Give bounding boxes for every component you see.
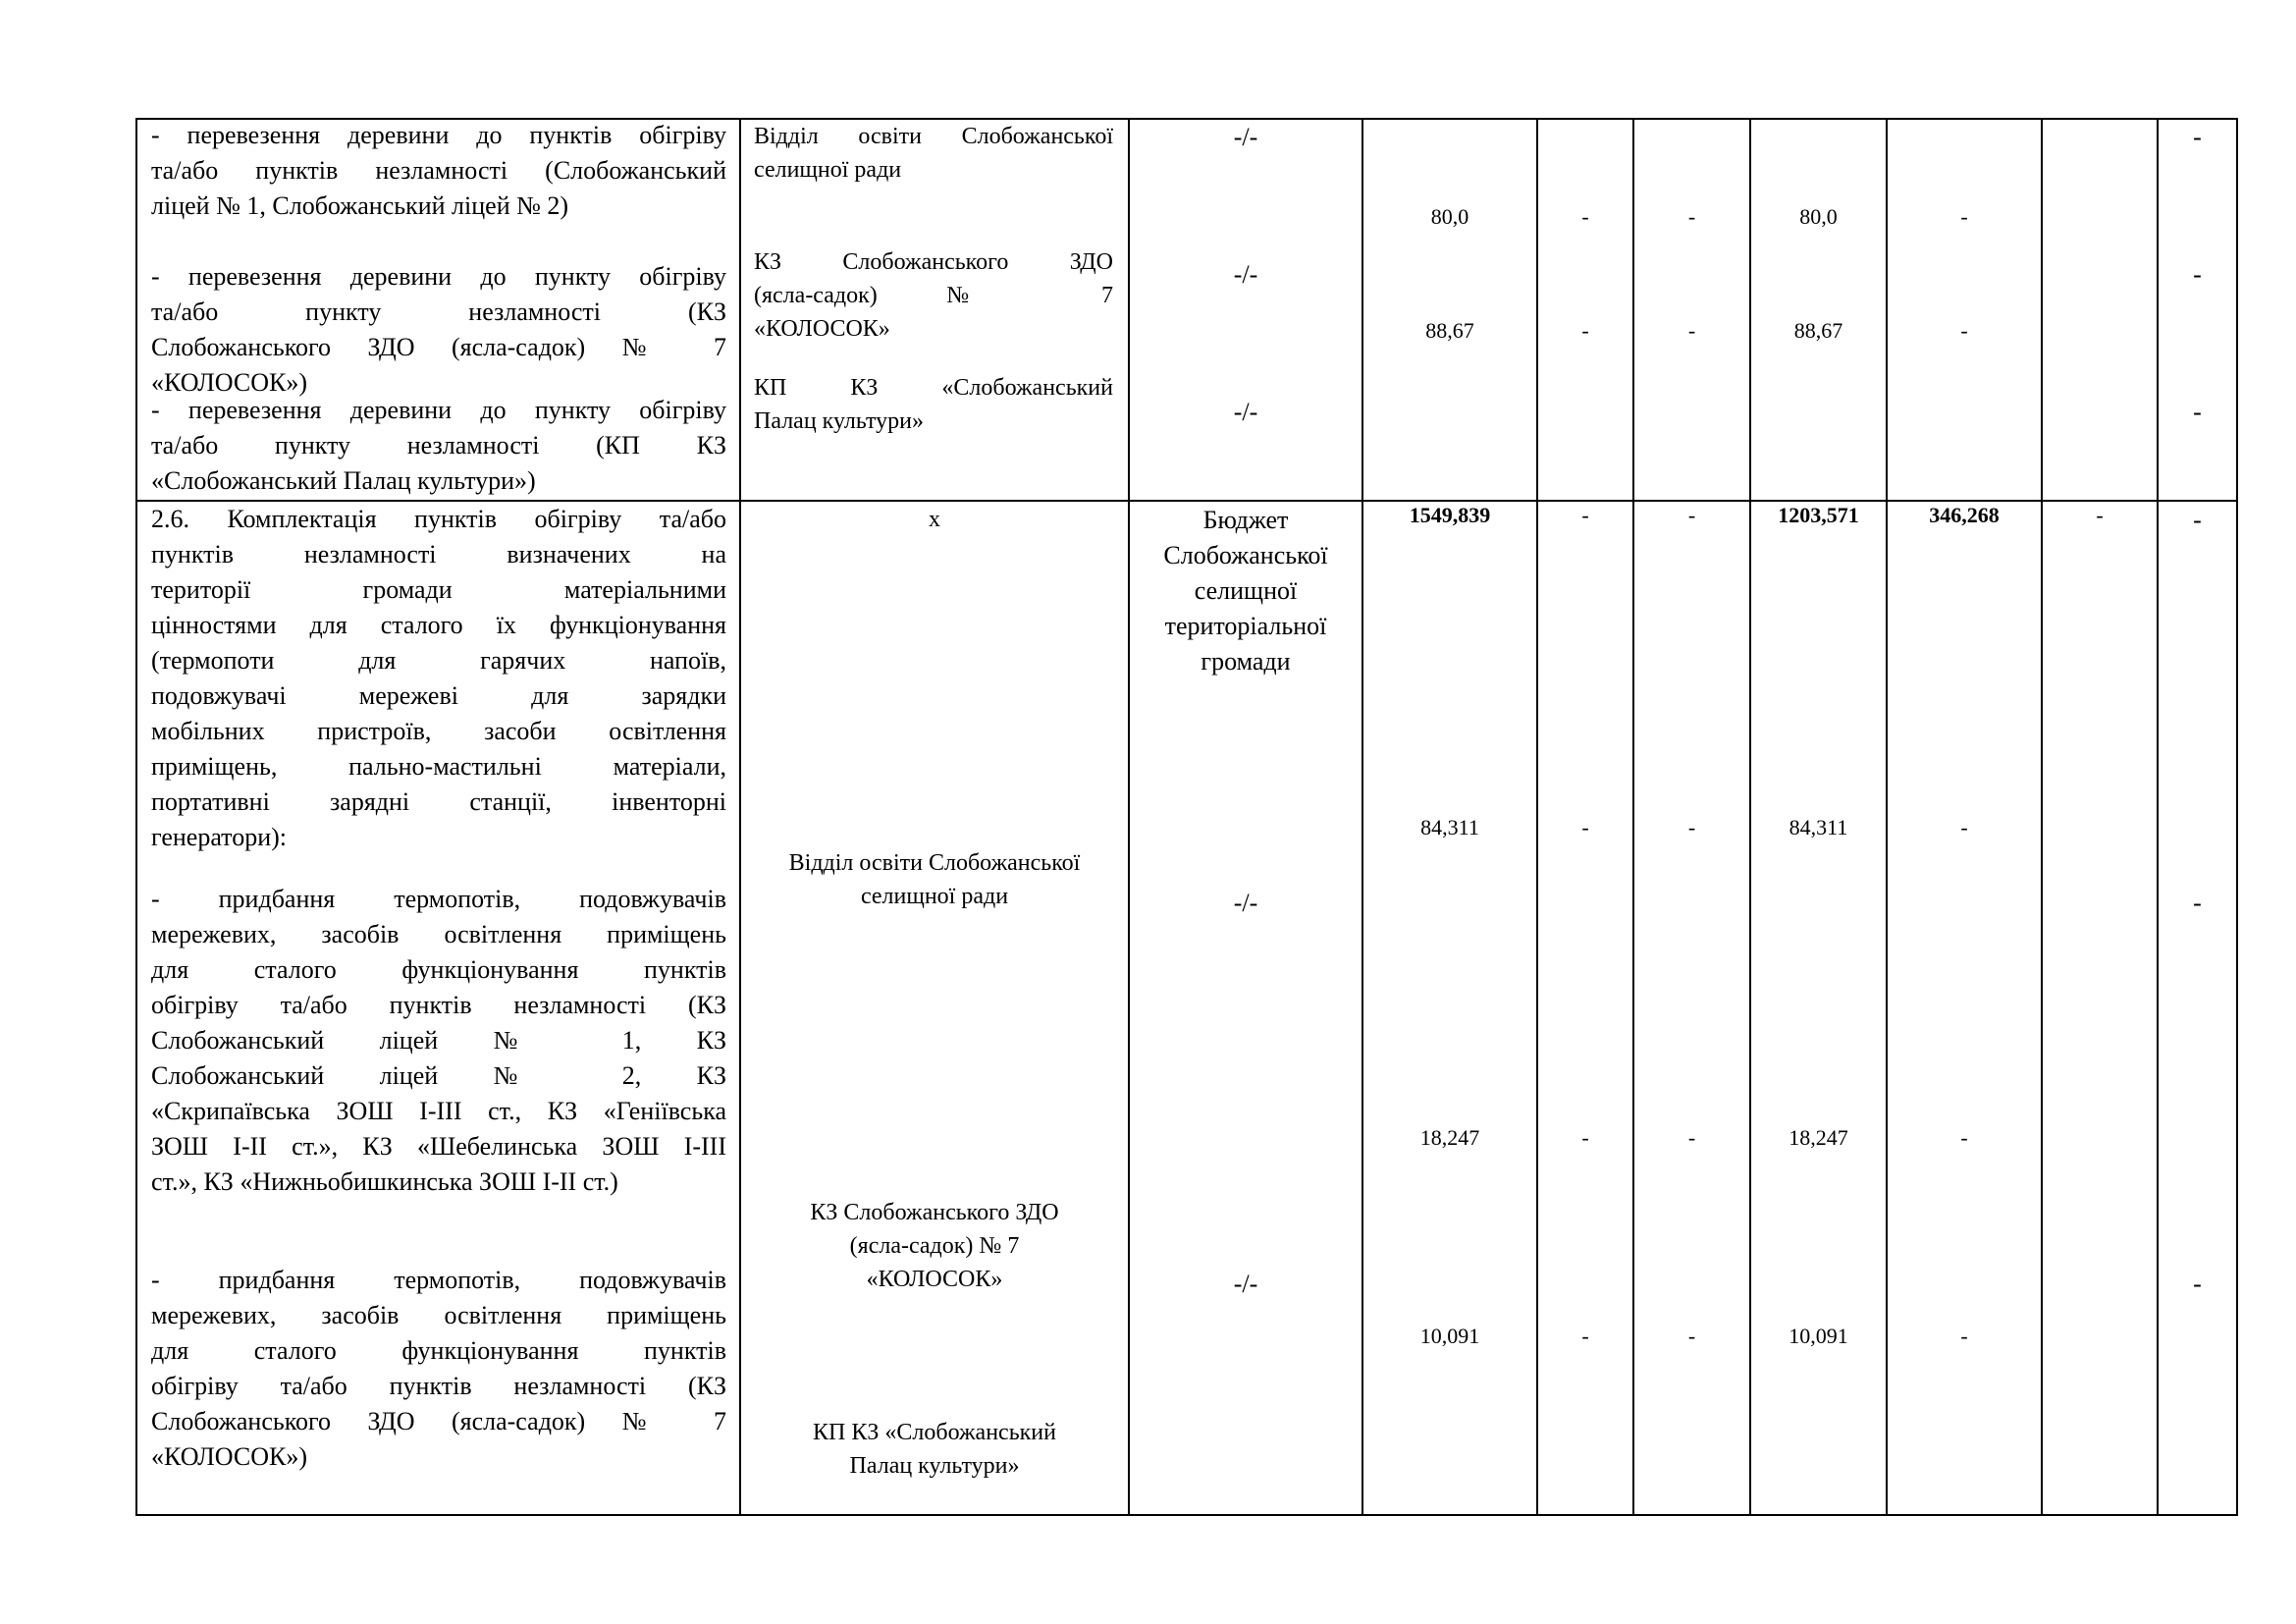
organization-cell (754, 371, 1113, 438)
text-line: Палац культури» (849, 1453, 1020, 1479)
text-line: пунктів незламності визначених на (151, 540, 726, 568)
text-line: 2.6. Комплектація пунктів обігріву та/або (151, 505, 726, 533)
column-6-value: - (1687, 204, 1696, 229)
source-cell: -/- (1233, 398, 1258, 426)
column-10-value: - (2193, 1270, 2202, 1298)
text-line: для сталого функціонування пунктів (151, 1336, 726, 1365)
text-line: КП КЗ «Слобожанський (813, 1420, 1056, 1445)
description-cell (151, 259, 726, 401)
text-line: ст.», КЗ «Нижньобишкинська ЗОШ І-ІІ ст.) (151, 1167, 618, 1196)
text-line: приміщень, пально-мастильні матеріали, (151, 752, 726, 781)
text-line: подовжувачі мережеві для зарядки (151, 681, 726, 710)
text-line: «КОЛОСОК») (151, 368, 308, 397)
column-10-value: - (2193, 260, 2202, 289)
organization-cell (740, 1196, 1129, 1296)
description-cell (151, 393, 726, 499)
column-6-value: - (1687, 1324, 1696, 1348)
section-description-cell (151, 502, 726, 855)
text-line: та/або пункту незламності (КЗ (151, 298, 726, 326)
column-6-value: - (1687, 815, 1696, 839)
total-value: 1549,839 (1409, 503, 1491, 527)
text-line: (ясла-садок) № 7 (754, 283, 1113, 308)
text-line: КЗ Слобожанського ЗДО (754, 249, 1113, 275)
text-line: Слобожанський ліцей № 1, КЗ (151, 1026, 726, 1055)
text-line: портативні зарядні станції, інвенторні (151, 787, 726, 816)
column-7-value: 80,0 (1799, 204, 1838, 229)
text-line: - перевезення деревини до пункту обігріву (151, 262, 726, 291)
column-8-value: - (1960, 1125, 1968, 1150)
text-line: селищної (1194, 576, 1298, 605)
text-line: «КОЛОСОК» (866, 1267, 1003, 1292)
text-line: громади (1201, 647, 1291, 676)
text-line: «КОЛОСОК» (754, 316, 890, 342)
text-line: генератори): (151, 823, 287, 851)
text-line: та/або пункту незламності (КП КЗ (151, 431, 726, 460)
organization-cell (740, 1416, 1129, 1483)
column-5-value: - (1581, 318, 1589, 343)
text-line: КЗ Слобожанського ЗДО (810, 1200, 1059, 1225)
text-line: обігріву та/або пунктів незламності (КЗ (151, 1372, 726, 1400)
text-line: ліцей № 1, Слобожанський ліцей № 2) (151, 191, 569, 220)
total-value: 80,0 (1430, 204, 1469, 229)
source-cell: -/- (1233, 260, 1258, 289)
text-line: селищної ради (754, 157, 902, 183)
text-line: Відділ освіти Слобожанської (754, 124, 1113, 149)
source-cell: -/- (1233, 889, 1258, 917)
column-8-value: - (1960, 318, 1968, 343)
text-line: селищної ради (860, 884, 1009, 909)
text-line: територіальної (1164, 612, 1327, 640)
column-7-value: 88,67 (1793, 318, 1843, 343)
column-8-value: - (1960, 204, 1968, 229)
text-line: - придбання термопотів, подовжувачів (151, 1266, 726, 1294)
total-value: 84,311 (1420, 815, 1479, 839)
funding-source-cell (1129, 503, 1362, 679)
column-8-value: 346,268 (1929, 503, 2000, 527)
text-line: Бюджет (1202, 506, 1289, 534)
text-line: Слобожанської (1163, 541, 1328, 569)
text-line: «Слобожанський Палац культури») (151, 466, 536, 495)
text-line: мережевих, засобів освітлення приміщень (151, 1301, 726, 1329)
text-line: - придбання термопотів, подовжувачів (151, 885, 726, 913)
column-7-value: 84,311 (1789, 815, 1848, 839)
column-6-value: - (1687, 318, 1696, 343)
text-line: Слобожанський ліцей № 2, КЗ (151, 1061, 726, 1090)
text-line: цінностями для сталого їх функціонування (151, 611, 726, 639)
text-line: мережевих, засобів освітлення приміщень (151, 920, 726, 948)
source-cell: -/- (1233, 123, 1258, 151)
organization-cell (754, 245, 1113, 346)
text-line: Палац культури» (754, 408, 924, 434)
column-10-value: - (2193, 889, 2202, 917)
total-value: 10,091 (1419, 1324, 1480, 1348)
column-9-value: - (2096, 503, 2104, 527)
column-6-value: - (1687, 503, 1696, 527)
text-line: Слобожанського ЗДО (ясла-садок) № 7 (151, 333, 726, 361)
column-5-value: - (1581, 503, 1589, 527)
text-line: - перевезення деревини до пунктів обігріву (151, 121, 726, 149)
column-10-value: - (2193, 398, 2202, 426)
text-line: та/або пунктів незламності (Слобожанський (151, 156, 726, 185)
description-cell (151, 1263, 726, 1475)
column-8-value: - (1960, 1324, 1968, 1348)
column-7-value: 1203,571 (1778, 503, 1859, 527)
column-10-value: - (2193, 123, 2202, 151)
text-line: (ясла-садок) № 7 (849, 1233, 1020, 1259)
text-line: обігріву та/або пунктів незламності (КЗ (151, 991, 726, 1019)
text-line: КП КЗ «Слобожанський (754, 375, 1113, 401)
text-line: Слобожанського ЗДО (ясла-садок) № 7 (151, 1407, 726, 1435)
text-line: мобільних пристроїв, засоби освітлення (151, 717, 726, 745)
organization-cell (740, 846, 1129, 913)
text-line: «КОЛОСОК») (151, 1442, 308, 1471)
text-line: території громади матеріальними (151, 575, 726, 604)
description-cell (151, 118, 726, 224)
organization-cell (754, 120, 1113, 187)
column-8-value: - (1960, 815, 1968, 839)
column-5-value: - (1581, 204, 1589, 229)
text-line: «Скрипаївська ЗОШ І-ІІІ ст., КЗ «Геніївська (151, 1097, 726, 1125)
total-value: 18,247 (1419, 1125, 1480, 1150)
description-cell (151, 882, 726, 1200)
total-value: 88,67 (1425, 318, 1474, 343)
source-cell: -/- (1233, 1270, 1258, 1298)
text-line: Відділ освіти Слобожанської (788, 850, 1081, 876)
column-5-value: - (1581, 815, 1589, 839)
column-7-value: 18,247 (1789, 1125, 1848, 1150)
column-5-value: - (1581, 1125, 1589, 1150)
column-5-value: - (1581, 1324, 1589, 1348)
column-6-value: - (1687, 1125, 1696, 1150)
text-line: (термопоти для гарячих напоїв, (151, 646, 726, 675)
text-line: - перевезення деревини до пункту обігріву (151, 396, 726, 424)
text-line: для сталого функціонування пунктів (151, 955, 726, 984)
text-line: ЗОШ І-ІІ ст.», КЗ «Шебелинська ЗОШ І-ІІІ (151, 1132, 726, 1161)
column-7-value: 10,091 (1789, 1324, 1848, 1348)
organization-cell: х (929, 507, 940, 532)
column-10-value: - (2193, 506, 2202, 534)
